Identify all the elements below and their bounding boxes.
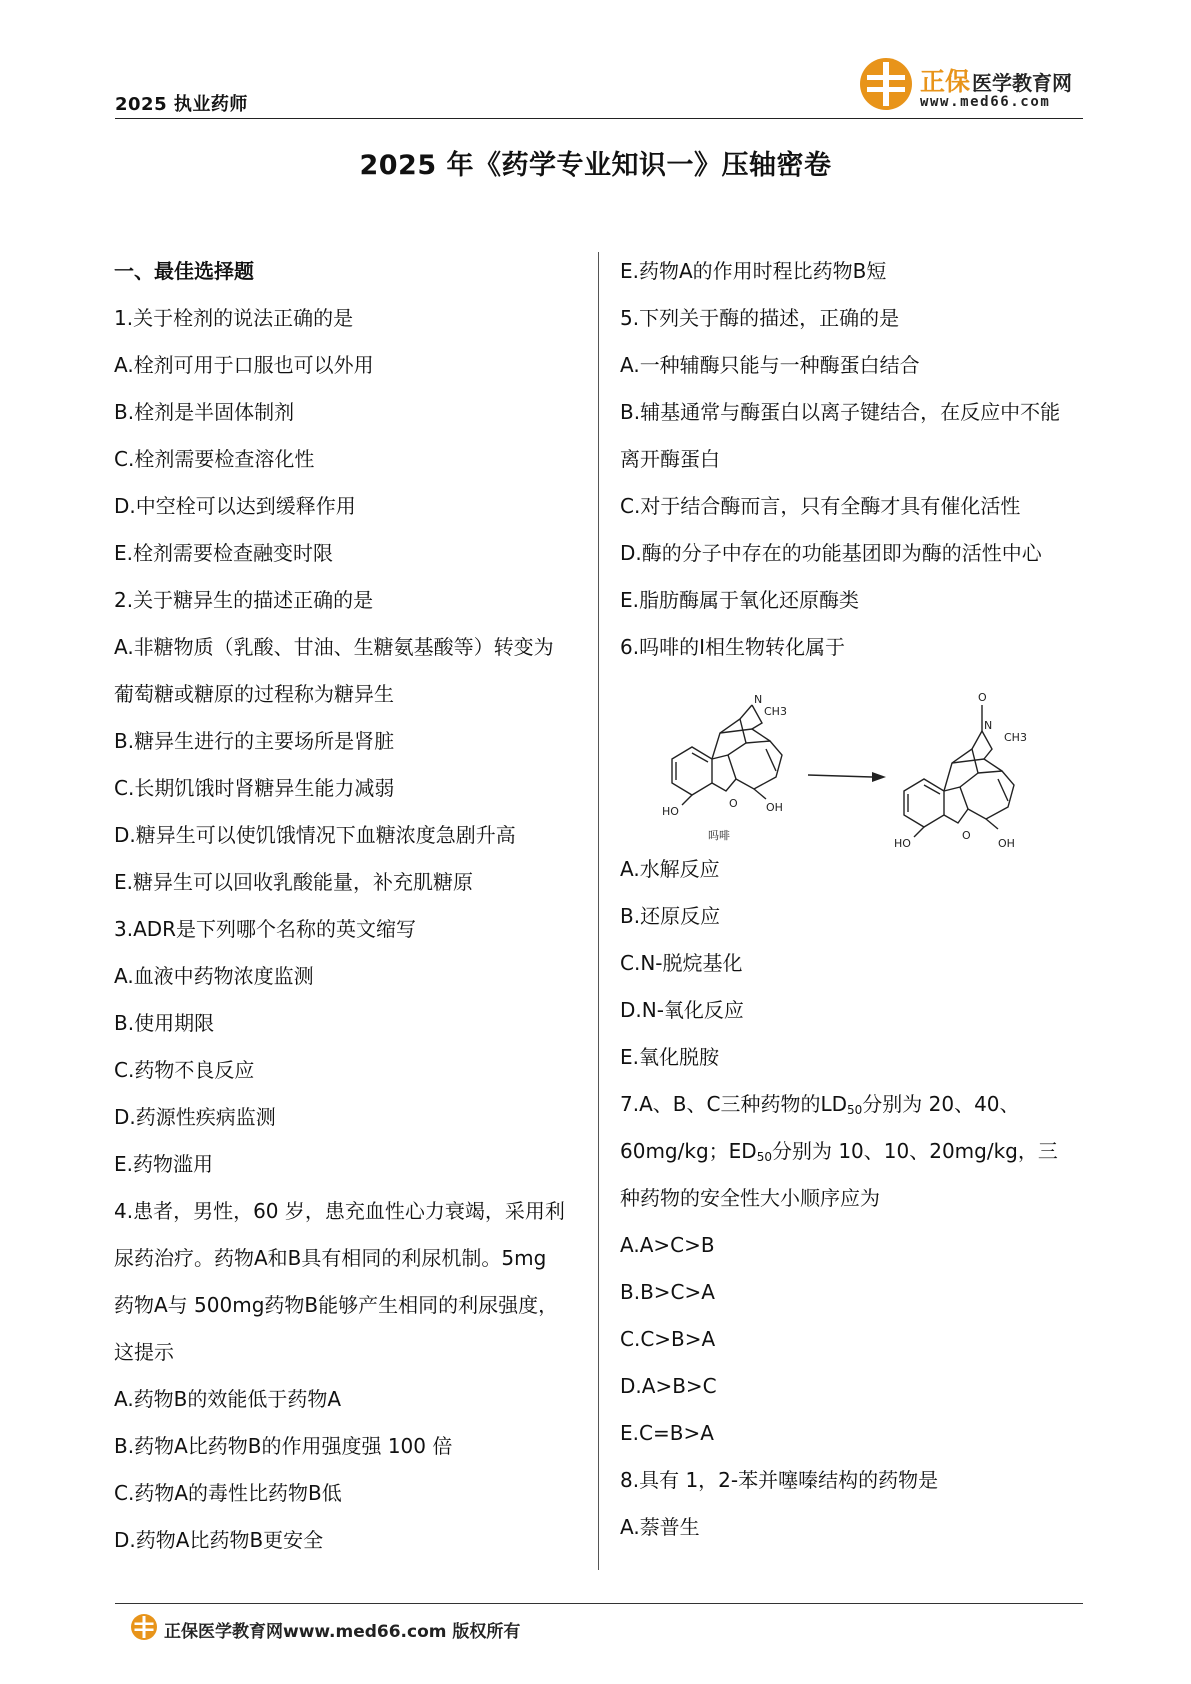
footer-copyright: 正保医学教育网www.med66.com 版权所有 xyxy=(164,1622,521,1642)
brand-name-sub: 医学教育网 xyxy=(972,71,1073,95)
left-question-line: 1.关于栓剂的说法正确的是 xyxy=(114,306,354,330)
left-question-line: B.使用期限 xyxy=(114,1011,215,1035)
left-question-line: A.药物B的效能低于药物A xyxy=(114,1387,342,1411)
footer-logo-icon xyxy=(130,1613,158,1641)
left-question-line: C.栓剂需要检查溶化性 xyxy=(114,447,315,471)
right-option-line: B.还原反应 xyxy=(620,904,721,928)
header-divider xyxy=(115,118,1083,119)
q7-ed-subscript: 50 xyxy=(756,1150,772,1164)
left-question-line: B.糖异生进行的主要场所是肾脏 xyxy=(114,729,395,753)
label-n-oxide-ch3: CH3 xyxy=(1004,731,1027,744)
q7-line-2-prefix: 60mg/kg；ED xyxy=(620,1139,757,1163)
right-option-line: E.氧化脱胺 xyxy=(620,1045,719,1069)
right-option-line: C.N-脱烷基化 xyxy=(620,951,743,975)
q7-line-2 xyxy=(620,1138,1090,1185)
right-question-list-top xyxy=(620,258,1090,681)
q7-line-1-suffix: 分别为 20、40、 xyxy=(862,1092,1020,1116)
left-question-list xyxy=(114,305,584,1574)
left-question-line: C.药物A的毒性比药物B低 xyxy=(114,1481,342,1505)
page-title: 2025 年《药学专业知识一》压轴密卷 xyxy=(359,150,832,181)
right-question-line: 5.下列关于酶的描述，正确的是 xyxy=(620,306,900,330)
left-question-line: E.药物滥用 xyxy=(114,1152,213,1176)
left-question-line: 药物A与 500mg药物B能够产生相同的利尿强度， xyxy=(114,1293,559,1317)
right-question-line: 8.具有 1，2-苯并噻嗪结构的药物是 xyxy=(620,1468,939,1492)
label-ch3: CH3 xyxy=(764,705,787,718)
right-option-line: D.N-氧化反应 xyxy=(620,998,744,1022)
right-question-line: E.C=B>A xyxy=(620,1421,714,1445)
right-question-line: A.A>C>B xyxy=(620,1233,715,1257)
left-question-line: D.中空栓可以达到缓释作用 xyxy=(114,494,356,518)
label-n-oxide-o: O xyxy=(978,691,987,704)
left-question-line: D.药物A比药物B更安全 xyxy=(114,1528,324,1552)
morphine-structure-diagram xyxy=(642,683,1062,853)
left-question-line: 4.患者，男性，60 岁，患充血性心力衰竭，采用利 xyxy=(114,1199,565,1223)
left-question-line: 尿药治疗。药物A和B具有相同的利尿机制。5mg xyxy=(114,1246,547,1270)
right-question-list-bottom xyxy=(620,1232,1090,1561)
brand-name xyxy=(920,62,1072,98)
brand-logo-icon xyxy=(858,56,914,112)
q7-line-3: 种药物的安全性大小顺序应为 xyxy=(620,1186,880,1210)
left-question-line: C.药物不良反应 xyxy=(114,1058,255,1082)
label-oh: OH xyxy=(766,801,783,814)
header-exam-label: 2025 执业药师 xyxy=(115,94,248,115)
right-question-line: E.脂肪酶属于氧化还原酶类 xyxy=(620,588,859,612)
label-n-oxide-n: N xyxy=(984,719,993,732)
right-question-line: A.萘普生 xyxy=(620,1515,700,1539)
reaction-arrow-icon xyxy=(872,772,886,782)
left-column xyxy=(114,258,584,1574)
q7-line-1-prefix: 7.A、B、C三种药物的LD xyxy=(620,1092,847,1116)
left-question-line: E.糖异生可以回收乳酸能量，补充肌糖原 xyxy=(114,870,473,894)
q7-line-1 xyxy=(620,1091,1090,1138)
left-question-line: A.血液中药物浓度监测 xyxy=(114,964,314,988)
left-question-line: D.糖异生可以使饥饿情况下血糖浓度急剧升高 xyxy=(114,823,516,847)
q7-line-2-suffix: 分别为 10、10、20mg/kg，三 xyxy=(771,1139,1058,1163)
left-question-line: E.栓剂需要检查融变时限 xyxy=(114,541,333,565)
label-n-oxide-ho: HO xyxy=(894,837,911,850)
brand-url[interactable]: www.med66.com xyxy=(920,94,1051,110)
right-question-line: 离开酶蛋白 xyxy=(620,447,720,471)
right-question-line: A.一种辅酶只能与一种酶蛋白结合 xyxy=(620,353,920,377)
left-question-line: 2.关于糖异生的描述正确的是 xyxy=(114,588,374,612)
right-column xyxy=(620,258,1090,1561)
label-ring-o: O xyxy=(729,797,738,810)
footer-divider xyxy=(115,1603,1083,1604)
label-n-oxide-oh: OH xyxy=(998,837,1015,850)
right-question-list-middle xyxy=(620,856,1090,1091)
label-ho: HO xyxy=(662,805,679,818)
right-question-line: B.辅基通常与酶蛋白以离子键结合，在反应中不能 xyxy=(620,400,1061,424)
left-question-line: 3.ADR是下列哪个名称的英文缩写 xyxy=(114,917,417,941)
right-question-line: D.酶的分子中存在的功能基团即为酶的活性中心 xyxy=(620,541,1042,565)
morphine-reaction-figure xyxy=(620,681,1090,856)
label-n: N xyxy=(754,693,763,706)
column-divider xyxy=(598,252,599,1570)
left-question-line: D.药源性疾病监测 xyxy=(114,1105,276,1129)
right-question-line: C.C>B>A xyxy=(620,1327,716,1351)
left-question-line: A.栓剂可用于口服也可以外用 xyxy=(114,353,374,377)
left-question-line: A.非糖物质（乳酸、甘油、生糖氨基酸等）转变为 xyxy=(114,635,554,659)
right-option-line: A.水解反应 xyxy=(620,857,720,881)
right-question-line: E.药物A的作用时程比药物B短 xyxy=(620,259,887,283)
left-question-line: B.药物A比药物B的作用强度强 100 倍 xyxy=(114,1434,453,1458)
brand-name-main: 正保 xyxy=(920,67,971,96)
right-question-line: B.B>C>A xyxy=(620,1280,715,1304)
brand-logo[interactable] xyxy=(858,56,1078,114)
right-question-line: D.A>B>C xyxy=(620,1374,717,1398)
section-heading: 一、最佳选择题 xyxy=(114,259,254,283)
label-n-oxide-ring-o: O xyxy=(962,829,971,842)
left-question-line: C.长期饥饿时肾糖异生能力减弱 xyxy=(114,776,395,800)
q7-ld-subscript: 50 xyxy=(847,1103,863,1117)
right-question-line: C.对于结合酶而言，只有全酶才具有催化活性 xyxy=(620,494,1021,518)
left-question-line: 这提示 xyxy=(114,1340,174,1364)
left-question-line: B.栓剂是半固体制剂 xyxy=(114,400,295,424)
right-question-line: 6.吗啡的Ⅰ相生物转化属于 xyxy=(620,635,845,659)
label-morphine: 吗啡 xyxy=(708,829,730,842)
left-question-line: 葡萄糖或糖原的过程称为糖异生 xyxy=(114,682,394,706)
